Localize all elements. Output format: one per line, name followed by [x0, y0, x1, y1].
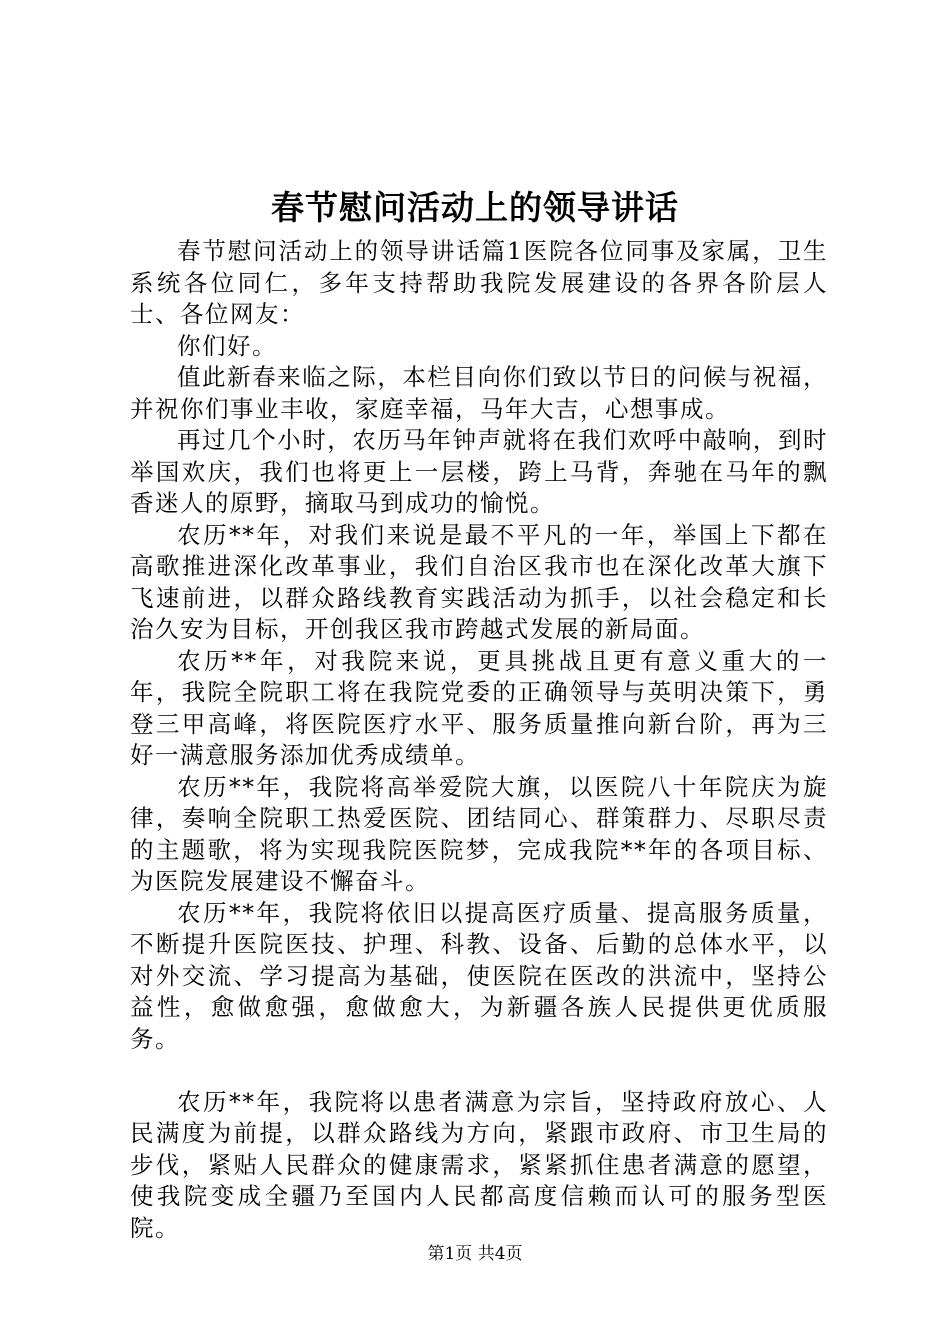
- document-body: [130, 236, 828, 1244]
- page-number-footer: 第1页 共4页: [427, 1244, 523, 1264]
- paragraph-6: 农历**年，对我院来说，更具挑战且更有意义重大的一年，我院全院职工将在我院党委的正确领导与英明决策下，勇登三甲高峰，将医院医疗水平、服务质量推向新台阶，再为三好一满意服务添加优秀成绩单。: [130, 646, 828, 769]
- document-title: 春节慰问活动上的领导讲话: [271, 188, 679, 227]
- paragraph-1: 春节慰问活动上的领导讲话篇1医院各位同事及家属，卫生系统各位同仁，多年支持帮助我院发展建设的各界各阶层人士、各位网友：: [130, 237, 828, 328]
- paragraph-8: 农历**年，我院将依旧以提高医疗质量、提高服务质量，不断提升医院医技、护理、科教、设备、后勤的总体水平，以对外交流、学习提高为基础，使医院在医改的洪流中，坚持公益性，愈做愈强，愈做愈大，为新疆各族人民提供更优质服务。: [130, 898, 828, 1053]
- paragraph-7: 农历**年，我院将高举爱院大旗，以医院八十年院庆为旋律，奏响全院职工热爱医院、团结同心、群策群力、尽职尽责的主题歌，将为实现我院医院梦，完成我院**年的各项目标、为医院发展建设不懈奋斗。: [130, 772, 828, 895]
- paragraph-2: 你们好。: [177, 331, 277, 360]
- paragraph-4: 再过几个小时，农历马年钟声就将在我们欢呼中敲响，到时举国欢庆，我们也将更上一层楼，跨上马背，奔驰在马年的飘香迷人的原野，摘取马到成功的愉悦。: [130, 426, 828, 517]
- paragraph-9: 农历**年，我院将以患者满意为宗旨，坚持政府放心、人民满度为前提，以群众路线为方向，紧跟市政府、市卫生局的步伐，紧贴人民群众的健康需求，紧紧抓住患者满意的愿望，使我院变成全疆乃至国内人民都高度信赖而认可的服务型医院。: [130, 1087, 828, 1242]
- paragraph-3: 值此新春来临之际，本栏目向你们致以节日的问候与祝福，并祝你们事业丰收，家庭幸福，马年大吉，心想事成。: [130, 363, 828, 423]
- paragraph-5: 农历**年，对我们来说是最不平凡的一年，举国上下都在高歌推进深化改革事业，我们自治区我市也在深化改革大旗下飞速前进，以群众路线教育实践活动为抓手，以社会稳定和长治久安为目标，开创我区我市跨越式发展的新局面。: [130, 520, 828, 643]
